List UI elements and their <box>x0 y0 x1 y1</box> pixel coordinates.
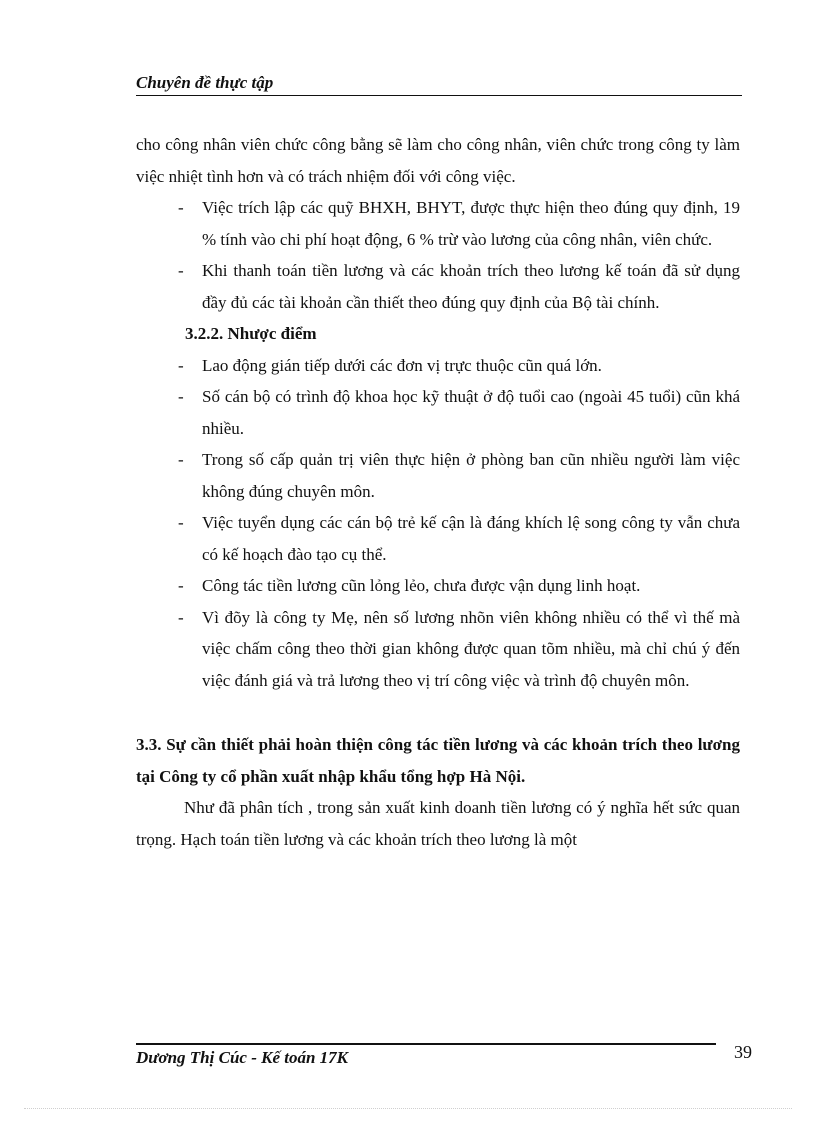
bullet-dash: - <box>178 607 184 627</box>
list-item-text: Việc tuyển dụng các cán bộ trẻ kế cận là đáng khích lệ song công ty vẫn chưa có kế hoạch đào tạo cụ thể. <box>202 513 740 564</box>
list-item <box>136 192 740 255</box>
list-item <box>136 255 740 318</box>
bullet-dash: - <box>178 513 184 532</box>
list-item-text: Vì đõy là công ty Mẹ, nên số lương nhõn viên không nhiều có thể vì thế mà việc chấm công theo thời gian không được quan tõm nhiều, mà chỉ chú ý đến việc đánh giá và trả lương theo vị trí công việc và trình độ chuyên môn. <box>202 607 740 690</box>
bullet-dash: - <box>178 198 184 217</box>
bullet-dash: - <box>178 387 184 406</box>
subsection-heading: 3.2.2. Nhược điểm <box>185 324 317 343</box>
bullet-dash: - <box>178 576 184 595</box>
intro-paragraph: cho công nhân viên chức công bằng sẽ làm cho công nhân, viên chức trong công ty làm việc nhiệt tình hơn và có trách nhiệm đối với công việc. <box>136 135 740 186</box>
list-item <box>136 381 740 444</box>
list-item-text: Lao động gián tiếp dưới các đơn vị trực thuộc cũn quá lớn. <box>202 355 602 375</box>
list-item <box>136 444 740 507</box>
list-item <box>136 570 740 602</box>
page-bottom-border <box>24 1108 792 1109</box>
list-item-text: Trong số cấp quản trị viên thực hiện ở phòng ban cũn nhiều người làm việc không đúng chuyên môn. <box>202 450 740 501</box>
list-item-text: Khi thanh toán tiền lương và các khoản trích theo lương kế toán đã sử dụng đầy đủ các tài khoản cần thiết theo đúng quy định của Bộ tài chính. <box>202 261 740 312</box>
list-item-text: Việc trích lập các quỹ BHXH, BHYT, được thực hiện theo đúng quy định, 19 % tính vào chi phí hoạt động, 6 % trừ vào lương của công nhân, viên chức. <box>202 198 740 249</box>
section-heading: 3.3. Sự cần thiết phải hoàn thiện công tác tiền lương và các khoản trích theo lương tại Công ty cổ phần xuất nhập khẩu tổng hợp Hà Nội. <box>136 735 740 786</box>
header-divider <box>136 95 742 96</box>
list-item <box>136 350 740 382</box>
bullet-dash: - <box>178 450 184 469</box>
footer-author: Dương Thị Cúc - Kế toán 17K <box>136 1048 349 1067</box>
bullet-dash: - <box>178 355 184 375</box>
list-item <box>136 507 740 570</box>
closing-paragraph: Như đã phân tích , trong sản xuất kinh doanh tiền lương có ý nghĩa hết sức quan trọng. Hạch toán tiền lương và các khoản trích theo lương là một <box>136 798 740 849</box>
page-number: 39 <box>734 1042 752 1062</box>
page-header-title: Chuyên đề thực tập <box>136 73 274 92</box>
list-item <box>136 602 740 697</box>
footer-divider <box>136 1043 716 1045</box>
bullet-dash: - <box>178 261 184 280</box>
list-item-text: Công tác tiền lương cũn lỏng lẻo, chưa được vận dụng linh hoạt. <box>202 576 641 595</box>
document-body <box>136 129 740 855</box>
list-item-text: Số cán bộ có trình độ khoa học kỹ thuật ở độ tuổi cao (ngoài 45 tuổi) cũn khá nhiều. <box>202 387 740 438</box>
